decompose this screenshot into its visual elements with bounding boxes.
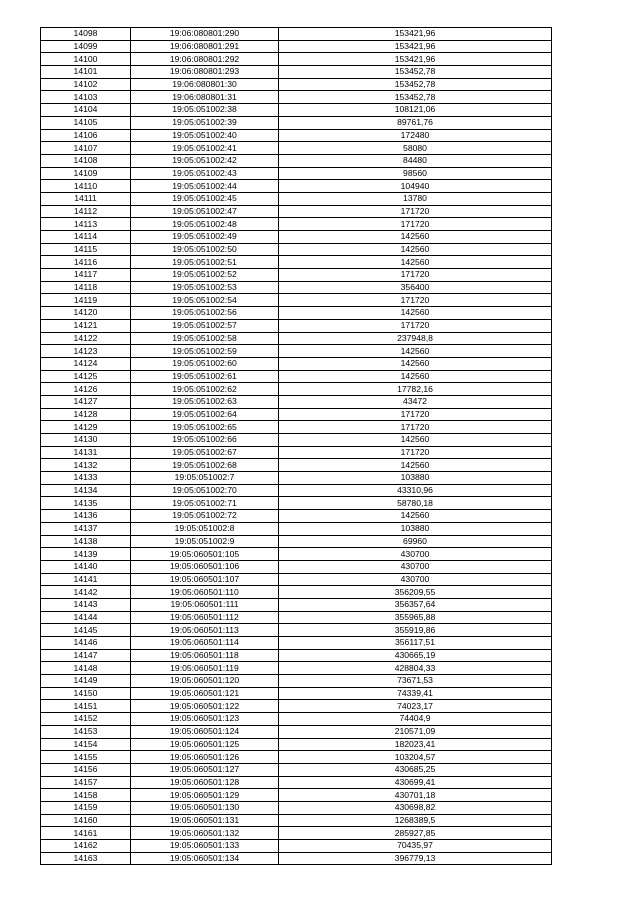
cadastral-number-cell: 19:05:051002:8 (131, 522, 279, 535)
cadastral-number-cell: 19:05:051002:61 (131, 370, 279, 383)
table-row (41, 827, 552, 840)
table-row (41, 281, 552, 294)
value-cell: 171720 (279, 421, 552, 434)
row-number-cell: 14109 (41, 167, 131, 180)
cadastral-number-cell: 19:05:060501:112 (131, 611, 279, 624)
row-number-cell: 14113 (41, 218, 131, 231)
row-number-cell: 14145 (41, 624, 131, 637)
table-row (41, 332, 552, 345)
data-table (40, 27, 552, 865)
row-number-cell: 14151 (41, 700, 131, 713)
cadastral-number-cell: 19:05:051002:40 (131, 129, 279, 142)
cadastral-number-cell: 19:05:060501:130 (131, 801, 279, 814)
value-cell: 142560 (279, 345, 552, 358)
row-number-cell: 14127 (41, 395, 131, 408)
row-number-cell: 14135 (41, 497, 131, 510)
row-number-cell: 14137 (41, 522, 131, 535)
value-cell: 84480 (279, 154, 552, 167)
table-row (41, 53, 552, 66)
row-number-cell: 14120 (41, 307, 131, 320)
row-number-cell: 14132 (41, 459, 131, 472)
row-number-cell: 14163 (41, 852, 131, 865)
cadastral-number-cell: 19:05:060501:131 (131, 814, 279, 827)
table-row (41, 370, 552, 383)
cadastral-number-cell: 19:06:080801:292 (131, 53, 279, 66)
table-row (41, 357, 552, 370)
table-row (41, 649, 552, 662)
value-cell: 237948,8 (279, 332, 552, 345)
row-number-cell: 14147 (41, 649, 131, 662)
table-row (41, 497, 552, 510)
table-row (41, 713, 552, 726)
cadastral-number-cell: 19:05:051002:65 (131, 421, 279, 434)
value-cell: 428804,33 (279, 662, 552, 675)
table-row (41, 395, 552, 408)
value-cell: 356400 (279, 281, 552, 294)
cadastral-number-cell: 19:05:051002:71 (131, 497, 279, 510)
cadastral-number-cell: 19:05:051002:57 (131, 319, 279, 332)
value-cell: 171720 (279, 446, 552, 459)
row-number-cell: 14122 (41, 332, 131, 345)
row-number-cell: 14131 (41, 446, 131, 459)
row-number-cell: 14129 (41, 421, 131, 434)
cadastral-number-cell: 19:05:060501:120 (131, 675, 279, 688)
table-row (41, 637, 552, 650)
cadastral-number-cell: 19:05:060501:119 (131, 662, 279, 675)
value-cell: 430665,19 (279, 649, 552, 662)
table-row (41, 319, 552, 332)
value-cell: 74339,41 (279, 687, 552, 700)
value-cell: 430685,25 (279, 763, 552, 776)
row-number-cell: 14126 (41, 383, 131, 396)
table-row (41, 751, 552, 764)
row-number-cell: 14098 (41, 28, 131, 41)
value-cell: 430700 (279, 573, 552, 586)
row-number-cell: 14140 (41, 560, 131, 573)
cadastral-number-cell: 19:06:080801:291 (131, 40, 279, 53)
row-number-cell: 14124 (41, 357, 131, 370)
value-cell: 142560 (279, 243, 552, 256)
cadastral-number-cell: 19:05:051002:39 (131, 116, 279, 129)
row-number-cell: 14159 (41, 801, 131, 814)
table-row (41, 459, 552, 472)
value-cell: 430700 (279, 548, 552, 561)
value-cell: 210571,09 (279, 725, 552, 738)
table-row (41, 345, 552, 358)
value-cell: 142560 (279, 357, 552, 370)
value-cell: 69960 (279, 535, 552, 548)
value-cell: 430701,18 (279, 789, 552, 802)
cadastral-number-cell: 19:05:051002:68 (131, 459, 279, 472)
table-row (41, 91, 552, 104)
row-number-cell: 14123 (41, 345, 131, 358)
value-cell: 142560 (279, 434, 552, 447)
table-row (41, 294, 552, 307)
row-number-cell: 14104 (41, 104, 131, 117)
cadastral-number-cell: 19:05:060501:114 (131, 637, 279, 650)
value-cell: 142560 (279, 459, 552, 472)
table-row (41, 66, 552, 79)
cadastral-number-cell: 19:05:060501:105 (131, 548, 279, 561)
cadastral-number-cell: 19:05:060501:118 (131, 649, 279, 662)
row-number-cell: 14139 (41, 548, 131, 561)
row-number-cell: 14157 (41, 776, 131, 789)
cadastral-number-cell: 19:05:060501:126 (131, 751, 279, 764)
value-cell: 74404,9 (279, 713, 552, 726)
value-cell: 355965,88 (279, 611, 552, 624)
table-row (41, 840, 552, 853)
value-cell: 103204,57 (279, 751, 552, 764)
value-cell: 108121,06 (279, 104, 552, 117)
value-cell: 13780 (279, 192, 552, 205)
row-number-cell: 14118 (41, 281, 131, 294)
value-cell: 171720 (279, 205, 552, 218)
row-number-cell: 14114 (41, 231, 131, 244)
table-row (41, 154, 552, 167)
cadastral-number-cell: 19:05:051002:51 (131, 256, 279, 269)
value-cell: 171720 (279, 269, 552, 282)
cadastral-number-cell: 19:05:051002:9 (131, 535, 279, 548)
table-row (41, 814, 552, 827)
value-cell: 356209,55 (279, 586, 552, 599)
table-row (41, 624, 552, 637)
row-number-cell: 14121 (41, 319, 131, 332)
cadastral-number-cell: 19:05:060501:122 (131, 700, 279, 713)
value-cell: 43310,96 (279, 484, 552, 497)
table-row (41, 192, 552, 205)
table-row (41, 535, 552, 548)
cadastral-number-cell: 19:05:051002:7 (131, 472, 279, 485)
value-cell: 142560 (279, 307, 552, 320)
row-number-cell: 14160 (41, 814, 131, 827)
table-row (41, 522, 552, 535)
table-row (41, 776, 552, 789)
row-number-cell: 14105 (41, 116, 131, 129)
table-row (41, 586, 552, 599)
cadastral-number-cell: 19:05:051002:50 (131, 243, 279, 256)
table-row (41, 383, 552, 396)
table-row (41, 675, 552, 688)
row-number-cell: 14133 (41, 472, 131, 485)
value-cell: 356117,51 (279, 637, 552, 650)
cadastral-number-cell: 19:05:051002:63 (131, 395, 279, 408)
row-number-cell: 14119 (41, 294, 131, 307)
cadastral-number-cell: 19:05:051002:64 (131, 408, 279, 421)
row-number-cell: 14100 (41, 53, 131, 66)
table-row (41, 167, 552, 180)
table-row (41, 852, 552, 865)
row-number-cell: 14101 (41, 66, 131, 79)
value-cell: 171720 (279, 218, 552, 231)
value-cell: 103880 (279, 472, 552, 485)
value-cell: 171720 (279, 408, 552, 421)
table-row (41, 472, 552, 485)
table-body (41, 28, 552, 865)
table-row (41, 243, 552, 256)
row-number-cell: 14102 (41, 78, 131, 91)
cadastral-number-cell: 19:05:060501:110 (131, 586, 279, 599)
value-cell: 142560 (279, 231, 552, 244)
value-cell: 142560 (279, 510, 552, 523)
table-row (41, 700, 552, 713)
table-row (41, 256, 552, 269)
document-page (40, 27, 551, 865)
row-number-cell: 14161 (41, 827, 131, 840)
table-row (41, 104, 552, 117)
cadastral-number-cell: 19:05:051002:43 (131, 167, 279, 180)
cadastral-number-cell: 19:05:051002:42 (131, 154, 279, 167)
value-cell: 430699,41 (279, 776, 552, 789)
cadastral-number-cell: 19:05:060501:107 (131, 573, 279, 586)
table-row (41, 142, 552, 155)
cadastral-number-cell: 19:05:060501:133 (131, 840, 279, 853)
value-cell: 153421,96 (279, 28, 552, 41)
row-number-cell: 14111 (41, 192, 131, 205)
table-row (41, 408, 552, 421)
value-cell: 58780,18 (279, 497, 552, 510)
cadastral-number-cell: 19:05:051002:59 (131, 345, 279, 358)
table-row (41, 446, 552, 459)
cadastral-number-cell: 19:05:051002:56 (131, 307, 279, 320)
cadastral-number-cell: 19:05:060501:113 (131, 624, 279, 637)
value-cell: 103880 (279, 522, 552, 535)
row-number-cell: 14106 (41, 129, 131, 142)
value-cell: 171720 (279, 294, 552, 307)
cadastral-number-cell: 19:05:060501:111 (131, 598, 279, 611)
row-number-cell: 14134 (41, 484, 131, 497)
table-row (41, 763, 552, 776)
table-row (41, 611, 552, 624)
row-number-cell: 14108 (41, 154, 131, 167)
value-cell: 98560 (279, 167, 552, 180)
value-cell: 285927,85 (279, 827, 552, 840)
table-row (41, 180, 552, 193)
table-row (41, 484, 552, 497)
value-cell: 74023,17 (279, 700, 552, 713)
row-number-cell: 14136 (41, 510, 131, 523)
row-number-cell: 14138 (41, 535, 131, 548)
cadastral-number-cell: 19:05:060501:125 (131, 738, 279, 751)
table-row (41, 40, 552, 53)
cadastral-number-cell: 19:05:060501:127 (131, 763, 279, 776)
cadastral-number-cell: 19:05:060501:123 (131, 713, 279, 726)
cadastral-number-cell: 19:05:051002:45 (131, 192, 279, 205)
cadastral-number-cell: 19:05:051002:67 (131, 446, 279, 459)
row-number-cell: 14099 (41, 40, 131, 53)
value-cell: 153452,78 (279, 66, 552, 79)
table-row (41, 801, 552, 814)
table-row (41, 725, 552, 738)
cadastral-number-cell: 19:05:060501:129 (131, 789, 279, 802)
value-cell: 171720 (279, 319, 552, 332)
row-number-cell: 14143 (41, 598, 131, 611)
cadastral-number-cell: 19:06:080801:31 (131, 91, 279, 104)
cadastral-number-cell: 19:05:051002:53 (131, 281, 279, 294)
row-number-cell: 14155 (41, 751, 131, 764)
table-row (41, 738, 552, 751)
row-number-cell: 14125 (41, 370, 131, 383)
table-row (41, 129, 552, 142)
table-row (41, 510, 552, 523)
row-number-cell: 14116 (41, 256, 131, 269)
row-number-cell: 14107 (41, 142, 131, 155)
table-row (41, 789, 552, 802)
row-number-cell: 14142 (41, 586, 131, 599)
value-cell: 73671,53 (279, 675, 552, 688)
row-number-cell: 14144 (41, 611, 131, 624)
table-row (41, 205, 552, 218)
value-cell: 182023,41 (279, 738, 552, 751)
table-row (41, 231, 552, 244)
row-number-cell: 14112 (41, 205, 131, 218)
row-number-cell: 14110 (41, 180, 131, 193)
cadastral-number-cell: 19:06:080801:293 (131, 66, 279, 79)
row-number-cell: 14146 (41, 637, 131, 650)
value-cell: 430698,82 (279, 801, 552, 814)
cadastral-number-cell: 19:05:060501:121 (131, 687, 279, 700)
value-cell: 430700 (279, 560, 552, 573)
cadastral-number-cell: 19:05:051002:49 (131, 231, 279, 244)
cadastral-number-cell: 19:05:051002:58 (131, 332, 279, 345)
row-number-cell: 14103 (41, 91, 131, 104)
table-row (41, 548, 552, 561)
cadastral-number-cell: 19:06:080801:290 (131, 28, 279, 41)
value-cell: 1268389,5 (279, 814, 552, 827)
cadastral-number-cell: 19:05:051002:48 (131, 218, 279, 231)
value-cell: 70435,97 (279, 840, 552, 853)
value-cell: 355919,86 (279, 624, 552, 637)
table-row (41, 434, 552, 447)
value-cell: 153452,78 (279, 78, 552, 91)
table-row (41, 218, 552, 231)
value-cell: 396779,13 (279, 852, 552, 865)
table-row (41, 307, 552, 320)
value-cell: 153421,96 (279, 53, 552, 66)
cadastral-number-cell: 19:06:080801:30 (131, 78, 279, 91)
value-cell: 58080 (279, 142, 552, 155)
value-cell: 356357,64 (279, 598, 552, 611)
value-cell: 142560 (279, 370, 552, 383)
table-row (41, 560, 552, 573)
row-number-cell: 14141 (41, 573, 131, 586)
cadastral-number-cell: 19:05:051002:52 (131, 269, 279, 282)
row-number-cell: 14162 (41, 840, 131, 853)
row-number-cell: 14158 (41, 789, 131, 802)
cadastral-number-cell: 19:05:051002:47 (131, 205, 279, 218)
row-number-cell: 14148 (41, 662, 131, 675)
row-number-cell: 14149 (41, 675, 131, 688)
cadastral-number-cell: 19:05:060501:132 (131, 827, 279, 840)
cadastral-number-cell: 19:05:051002:44 (131, 180, 279, 193)
value-cell: 142560 (279, 256, 552, 269)
table-row (41, 573, 552, 586)
cadastral-number-cell: 19:05:060501:128 (131, 776, 279, 789)
cadastral-number-cell: 19:05:051002:60 (131, 357, 279, 370)
value-cell: 104940 (279, 180, 552, 193)
cadastral-number-cell: 19:05:060501:106 (131, 560, 279, 573)
row-number-cell: 14115 (41, 243, 131, 256)
table-row (41, 598, 552, 611)
row-number-cell: 14130 (41, 434, 131, 447)
row-number-cell: 14150 (41, 687, 131, 700)
value-cell: 89761,76 (279, 116, 552, 129)
value-cell: 17782,16 (279, 383, 552, 396)
cadastral-number-cell: 19:05:051002:66 (131, 434, 279, 447)
cadastral-number-cell: 19:05:060501:124 (131, 725, 279, 738)
row-number-cell: 14156 (41, 763, 131, 776)
cadastral-number-cell: 19:05:051002:54 (131, 294, 279, 307)
row-number-cell: 14117 (41, 269, 131, 282)
table-row (41, 78, 552, 91)
table-row (41, 28, 552, 41)
table-row (41, 421, 552, 434)
table-row (41, 687, 552, 700)
value-cell: 153452,78 (279, 91, 552, 104)
value-cell: 43472 (279, 395, 552, 408)
cadastral-number-cell: 19:05:051002:70 (131, 484, 279, 497)
table-row (41, 116, 552, 129)
table-row (41, 662, 552, 675)
cadastral-number-cell: 19:05:051002:72 (131, 510, 279, 523)
cadastral-number-cell: 19:05:051002:41 (131, 142, 279, 155)
cadastral-number-cell: 19:05:060501:134 (131, 852, 279, 865)
row-number-cell: 14153 (41, 725, 131, 738)
cadastral-number-cell: 19:05:051002:38 (131, 104, 279, 117)
row-number-cell: 14154 (41, 738, 131, 751)
value-cell: 172480 (279, 129, 552, 142)
cadastral-number-cell: 19:05:051002:62 (131, 383, 279, 396)
row-number-cell: 14152 (41, 713, 131, 726)
table-row (41, 269, 552, 282)
row-number-cell: 14128 (41, 408, 131, 421)
value-cell: 153421,96 (279, 40, 552, 53)
